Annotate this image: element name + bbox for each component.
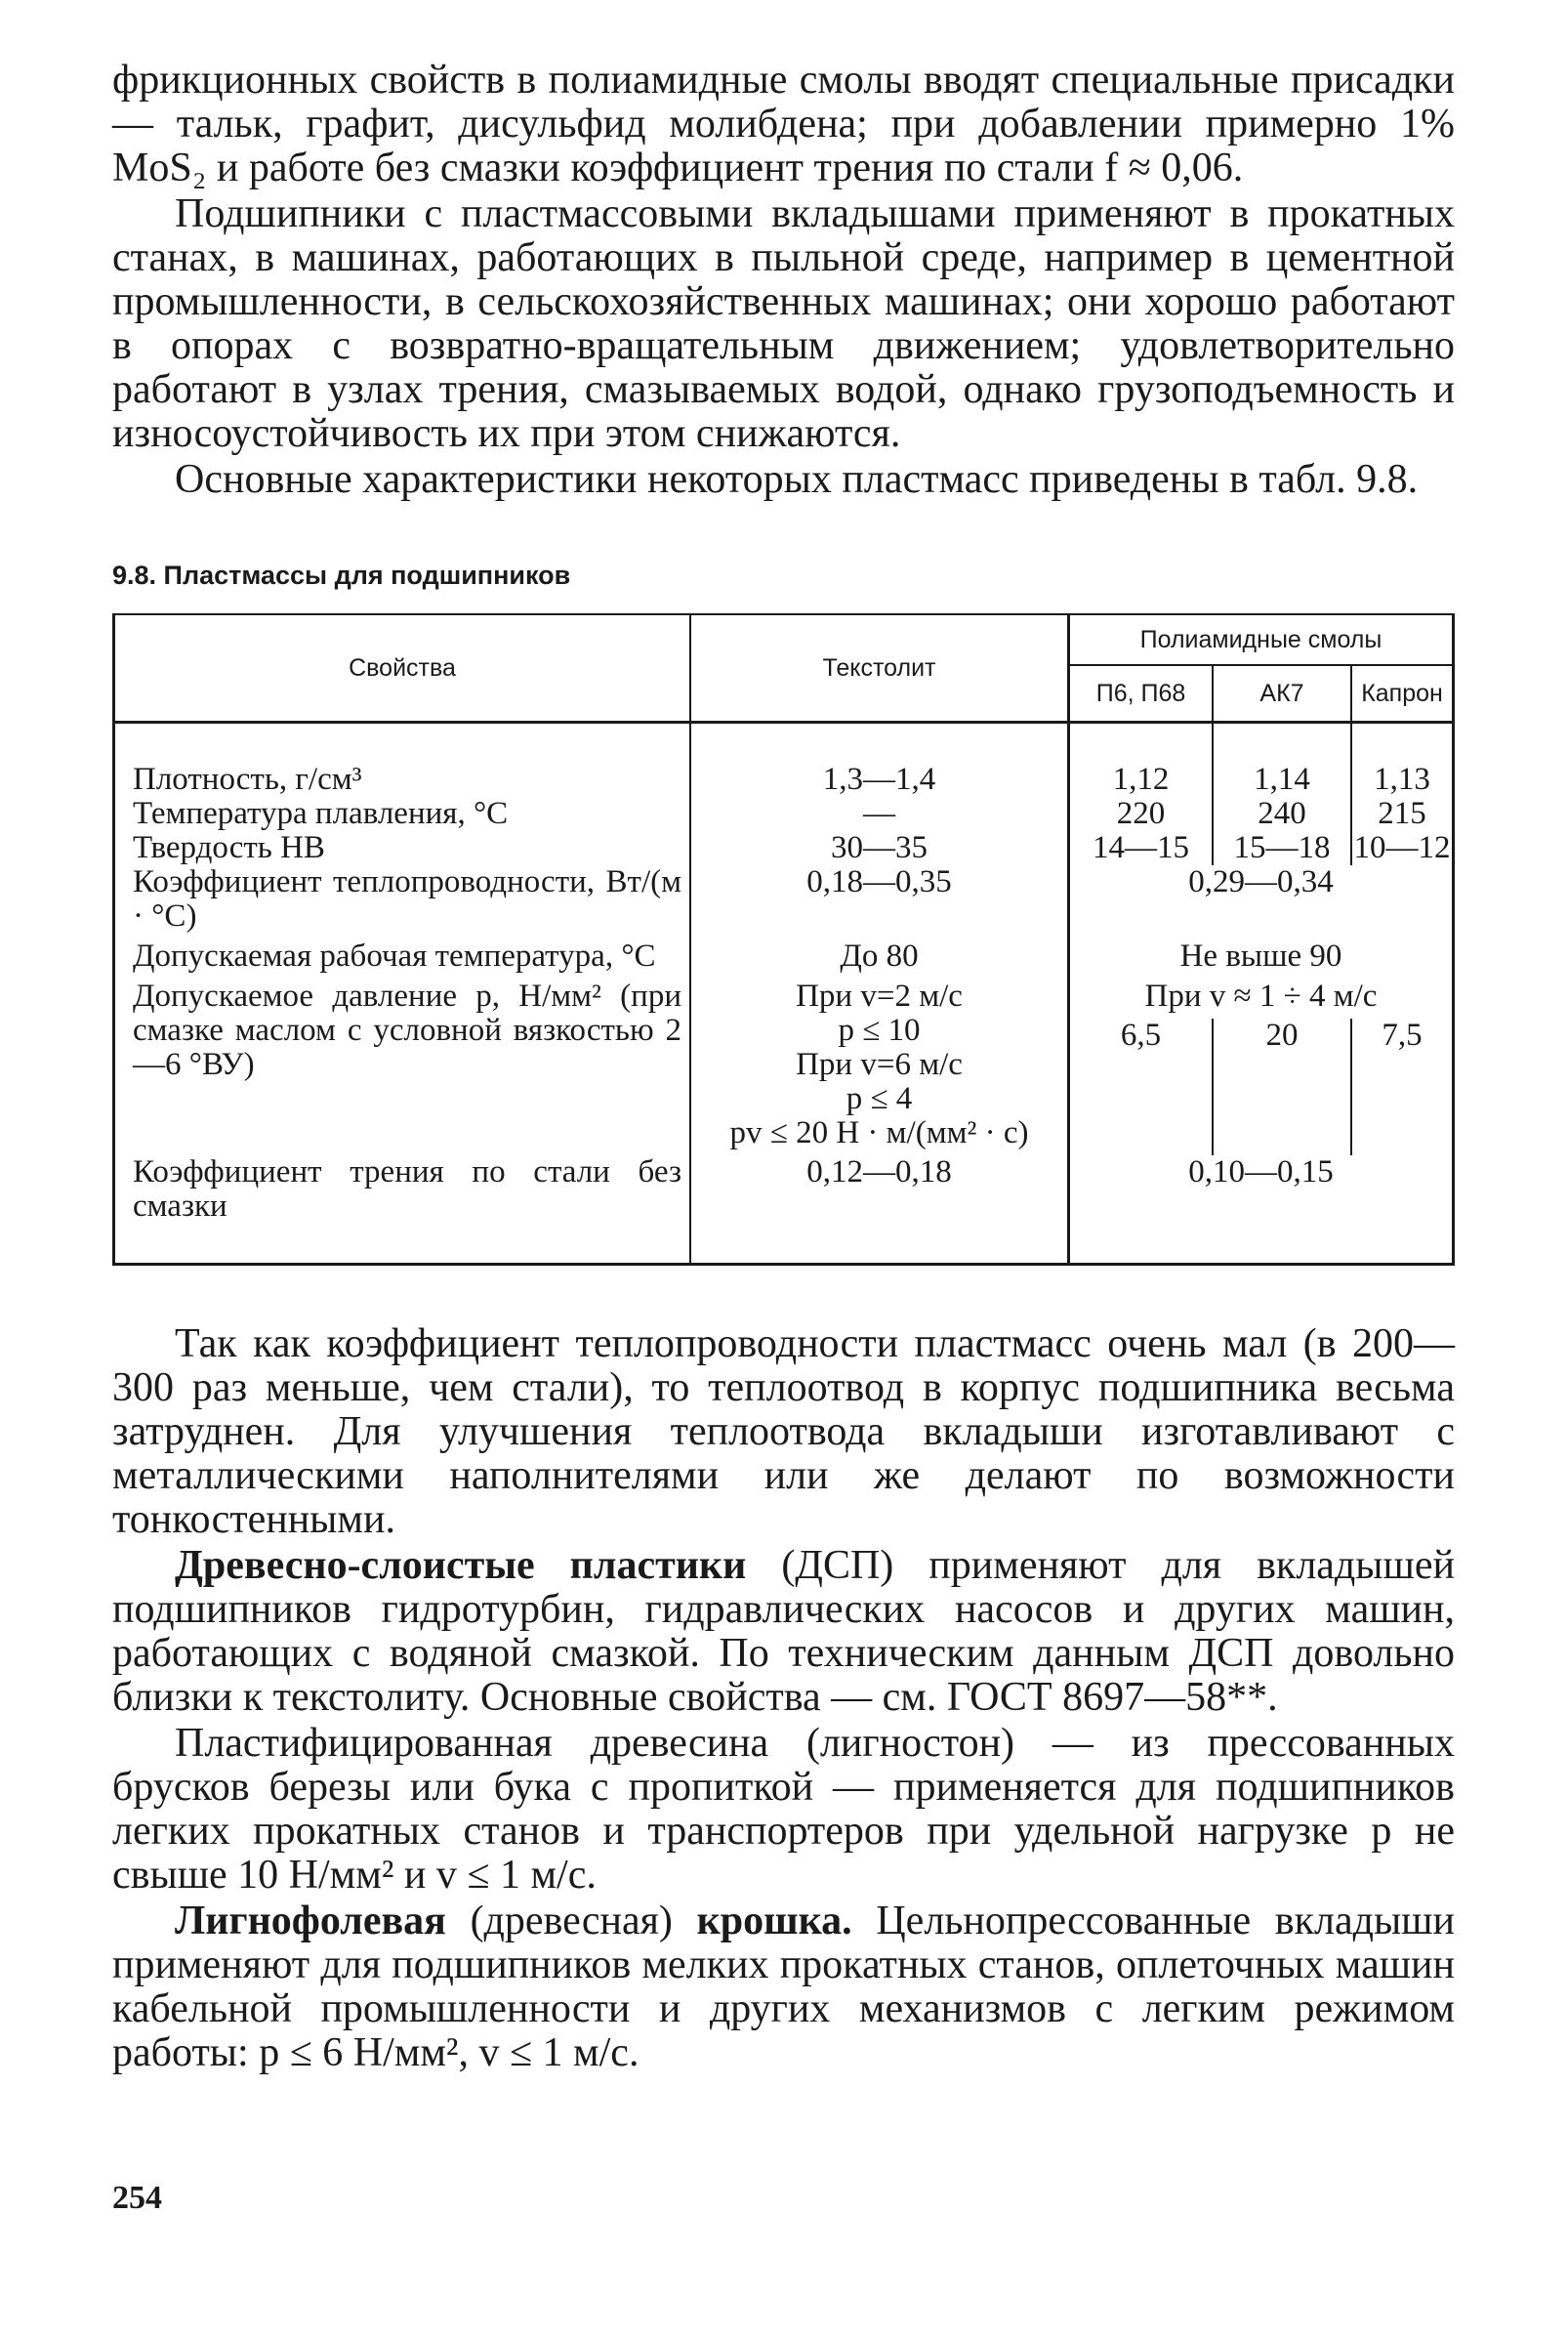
row-pressure: Допускаемое давление p, Н/мм² (при смазке маслом с условной вязкостью 2—6 °ВУ) При v=2 м/с p ≤ 10 При v=6 м/с p ≤ 4 pv ≤ 20 Н · м/(мм² · с) При v ≈ 1 ÷ 4 м/с bbox=[115, 974, 1452, 1019]
paragraph-intro: фрикционных свойств в полиамидные смолы вводят специальные присадки — тальк, графит, дисульфид молибдена; при добавлении примерно 1% MoS₂ и работе без смазки коэффициент трения по стали f ≈ 0,06. bbox=[112, 58, 1455, 190]
paragraph-heat: Так как коэффициент теплопроводности пластмасс очень мал (в 200—300 раз меньше, чем стали), то теплоотвод в корпус подшипника весьма затруднен. Для улучшения теплоотвода вкладыши изготавливают с металлическими наполнителями или же делают по возможности тонкостенными. bbox=[112, 1321, 1455, 1542]
paragraph-lignofol: Лигнофолевая (древесная) крошка. Цельнопрессованные вкладыши применяют для подшипников мелких прокатных станов, оплеточных машин кабельной промышленности и других механизмов с легким режимом работы: p ≤ 6 Н/мм², v ≤ 1 м/с. bbox=[112, 1899, 1455, 2075]
bottom-text bbox=[112, 1322, 1455, 2075]
header-properties: Свойства bbox=[115, 615, 690, 723]
row-work-temp: Допускаемая рабочая температура, °С До 80 Не выше 90 bbox=[115, 934, 1452, 974]
paragraph-dsp: Древесно-слоистые пластики (ДСП) применяют для вкладышей подшипников гидротурбин, гидравлических насосов и других машин, работающих с водяной смазкой. По техническим данным ДСП довольно близки к текстолиту. Основные свойства — см. ГОСТ 8697—58**. bbox=[112, 1543, 1455, 1720]
table-header-row bbox=[115, 615, 1452, 665]
row-pressure-values: 6,5 20 7,5 bbox=[115, 1019, 1452, 1155]
plastics-table bbox=[112, 613, 1455, 1266]
row-density: Плотность, г/см³ 1,3—1,4 1,12 1,14 1,13 bbox=[115, 763, 1452, 797]
header-p6: П6, П68 bbox=[1069, 665, 1214, 722]
row-conductivity: Коэффициент теплопроводности, Вт/(м · °С) 0,18—0,35 0,29—0,34 bbox=[115, 865, 1452, 934]
paragraph-lignostone: Пластифицированная древесина (лигностон) — из прессованных брусков березы или бука с пропиткой — применяется для подшипников легких прокатных станов и транспортеров при удельной нагрузке p не свыше 10 Н/мм² и v ≤ 1 м/с. bbox=[112, 1721, 1455, 1898]
row-friction: Коэффициент трения по стали без смазки 0,12—0,18 0,10—0,15 bbox=[115, 1155, 1452, 1263]
row-melting: Температура плавления, °С — 220 240 215 bbox=[115, 797, 1452, 831]
header-kapron: Капрон bbox=[1351, 665, 1452, 722]
row-hardness: Твердость HB 30—35 14—15 15—18 10—12 bbox=[115, 831, 1452, 865]
page-number: 254 bbox=[112, 2180, 162, 2216]
header-textolite: Текстолит bbox=[690, 615, 1069, 723]
page-content bbox=[112, 59, 1455, 2075]
header-polyamide: Полиамидные смолы bbox=[1069, 615, 1453, 665]
header-ak7: АК7 bbox=[1213, 665, 1351, 722]
paragraph-bearings: Подшипники с пластмассовыми вкладышами применяют в прокатных станах, в машинах, работающих в пыльной среде, например в цементной промышленности, в сельскохозяйственных машинах; они хорошо работают в опорах с возвратно-вращательным движением; удовлетворительно работают в узлах трения, смазываемых водой, однако грузоподъемность и износоустойчивость их при этом снижаются. bbox=[112, 191, 1455, 456]
paragraph-table-ref: Основные характеристики некоторых пластмасс приведены в табл. 9.8. bbox=[175, 457, 1419, 502]
pressure-textolite: При v=2 м/с p ≤ 10 При v=6 м/с p ≤ 4 pv ≤ 20 Н · м/(мм² · с) bbox=[690, 974, 1069, 1155]
table-caption: 9.8. Пластмассы для подшипников bbox=[112, 561, 571, 590]
